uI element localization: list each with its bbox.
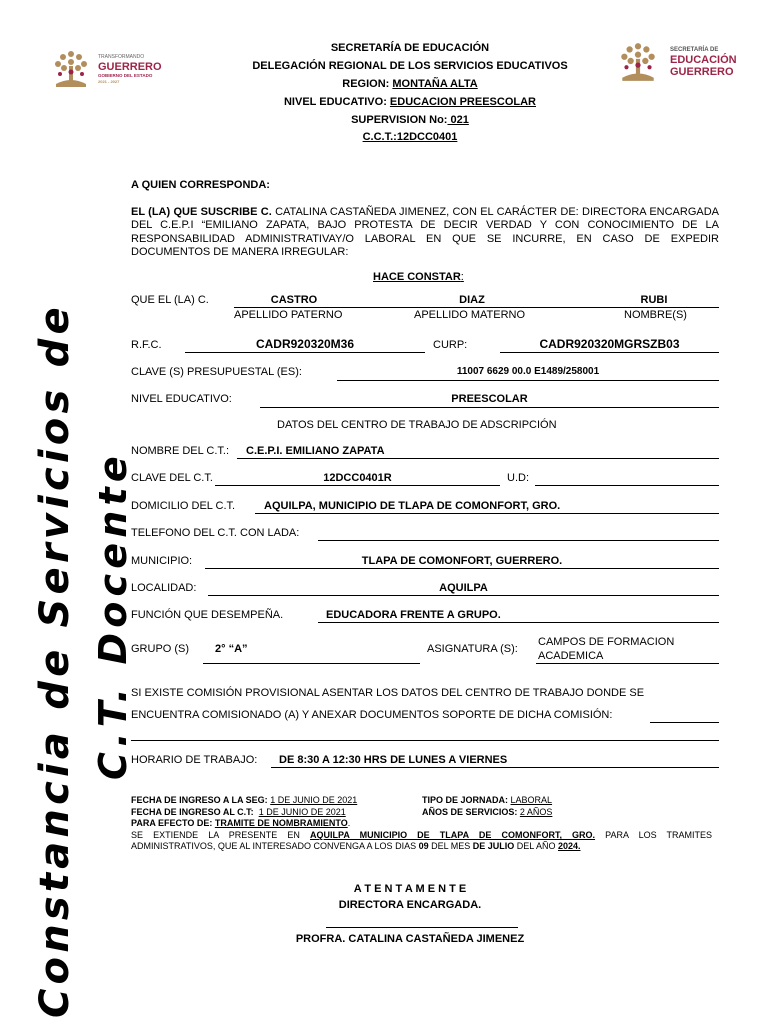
clave-presupuestal-value: 11007 6629 00.0 E1489/258001: [456, 366, 600, 377]
localidad-value: AQUILPA: [439, 582, 488, 594]
extiende-text1: SE EXTIENDE LA PRESENTE EN: [131, 830, 310, 840]
hace-constar-text: HACE CONSTAR: [373, 271, 461, 283]
logo-left-line4: 2021 - 2027: [98, 79, 120, 84]
extiende-line1: [131, 830, 712, 841]
efecto-label: PARA EFECTO DE:: [131, 818, 213, 828]
atentamente: A T E N T A M E N T E: [353, 883, 467, 895]
supervision-value: 021: [447, 114, 469, 126]
asignatura-underline: [536, 663, 719, 664]
extiende-del-anio: DEL AÑO: [514, 841, 558, 851]
municipio-value: TLAPA DE COMONFORT, GUERRERO.: [361, 555, 563, 567]
nombre-ct-underline: [237, 458, 719, 459]
person-label: QUE EL (LA) C.: [131, 294, 209, 306]
header-nivel: [200, 93, 620, 111]
datos-centro-title: DATOS DEL CENTRO DE TRABAJO DE ADSCRIPCIÓN: [277, 419, 557, 431]
header-region: [200, 75, 620, 93]
extiende-dia: 09: [418, 841, 429, 851]
domicilio-label: DOMICILIO DEL C.T.: [131, 500, 236, 512]
intro-paragraph: [131, 206, 719, 260]
horario-value: DE 8:30 A 12:30 HRS DE LUNES A VIERNES: [279, 754, 508, 766]
municipio-label: MUNICIPIO:: [131, 555, 193, 567]
intro-bold: EL (LA) QUE SUSCRIBE C.: [131, 206, 272, 218]
signature-line: [326, 927, 518, 928]
nivel-educativo-underline: [260, 407, 719, 408]
rfc-label: R.F.C.: [131, 339, 162, 351]
extiende-anio: 2024.: [557, 841, 581, 851]
nombre-ct-label: NOMBRE DEL C.T.:: [131, 445, 229, 457]
header-supervision: [200, 111, 620, 129]
tree-emblem-icon: [50, 48, 92, 90]
nombre-ct-value: C.E.P.I. EMILIANO ZAPATA: [246, 445, 385, 457]
rfc-value: CADR920320M36: [255, 337, 355, 351]
region-value: MONTAÑA ALTA: [392, 78, 478, 90]
nivel-educativo-value: PREESCOLAR: [451, 393, 528, 405]
extiende-text3: ADMINISTRATIVOS, QUE AL INTERESADO CONVENGA A LOS DIAS: [131, 841, 419, 851]
logo-left-line3: GOBIERNO DEL ESTADO: [98, 73, 153, 78]
comision-underline-full: [131, 740, 719, 741]
cct-value: C.C.T.:12DCC0401: [362, 131, 458, 143]
extiende-mes: DE JULIO: [472, 841, 515, 851]
clave-ct-label: CLAVE DEL C.T.: [131, 472, 213, 484]
cargo: DIRECTORA ENCARGADA.: [338, 899, 482, 911]
ud-label: U.D:: [507, 472, 529, 484]
hace-constar-title: [373, 271, 464, 283]
hace-constar-colon: :: [460, 271, 464, 283]
anios-label: AÑOS DE SERVICIOS:: [422, 807, 518, 817]
nivel-value: EDUCACION PREESCOLAR: [389, 96, 536, 108]
extiende-line2: [131, 841, 581, 852]
ud-underline: [535, 485, 719, 486]
extiende-del-mes: DEL MES: [428, 841, 473, 851]
ingreso-seg-label: FECHA DE INGRESO A LA SEG:: [131, 795, 268, 805]
curp-label: CURP:: [433, 339, 468, 351]
person-underline: [234, 307, 719, 308]
funcion-value: EDUCADORA FRENTE A GRUPO.: [326, 609, 501, 621]
logo-right-line1: SECRETARÍA DE: [670, 47, 719, 53]
efecto-row: PARA EFECTO DE: TRAMITE DE NOMBRAMIENTO.: [131, 818, 351, 828]
ingreso-ct-value: 1 DE JUNIO DE 2021: [258, 807, 346, 817]
domicilio-underline: [255, 513, 719, 514]
asignatura-value-line2: ACADEMICA: [538, 650, 604, 662]
funcion-underline: [318, 622, 719, 623]
header-line1: SECRETARÍA DE EDUCACIÓN: [330, 42, 490, 54]
anios-value: 2 AÑOS: [519, 807, 553, 817]
grupo-value: 2° “A”: [215, 643, 248, 655]
apellido-paterno-caption: APELLIDO PATERNO: [234, 309, 343, 321]
header-line2: DELEGACIÓN REGIONAL DE LOS SERVICIOS EDUCATIVOS: [252, 60, 568, 72]
apellido-materno-value: DIAZ: [459, 294, 485, 306]
domicilio-value: AQUILPA, MUNICIPIO DE TLAPA DE COMONFORT, GRO.: [264, 500, 561, 512]
comision-line2: ENCUENTRA COMISIONADO (A) Y ANEXAR DOCUMENTOS SOPORTE DE DICHA COMISIÓN:: [131, 709, 613, 721]
tree-emblem-icon: [616, 40, 660, 84]
curp-value: CADR920320MGRSZB03: [539, 337, 680, 351]
supervision-label: SUPERVISION No:: [351, 114, 448, 126]
nivel-educativo-label: NIVEL EDUCATIVO:: [131, 393, 232, 405]
signatory-name: PROFRA. CATALINA CASTAÑEDA JIMENEZ: [295, 933, 525, 945]
nombre-value: RUBI: [640, 294, 668, 306]
logo-left-line2: GUERRERO: [98, 61, 162, 73]
ingreso-ct-row: [131, 807, 346, 818]
grupo-underline: [203, 663, 420, 664]
anios-row: [422, 807, 552, 818]
logo-left-line1: TRANSFORMANDO: [98, 54, 145, 60]
curp-underline: [500, 352, 719, 353]
intro-text: CATALINA CASTAÑEDA JIMENEZ, CON EL CARÁCTER DE: DIRECTORA ENCARGADA DEL C.E.P.I “EMILIANO ZAPATA, BAJO PROTESTA DE DECIR VERDAD Y CON CONOCIMIENTO DE LA RESPONSABILIDAD ADMINISTRATIVAY/O LABORAL EN QUE SE INCURRE, EN CASO DE EXPEDIR DOCUMENTOS DE MANERA IRREGULAR:: [131, 206, 719, 259]
jornada-label: TIPO DE JORNADA:: [422, 795, 509, 805]
horario-underline: [271, 767, 719, 768]
clave-ct-underline: [215, 485, 500, 486]
asignatura-value-line1: CAMPOS DE FORMACION: [538, 636, 675, 648]
clave-ct-value: 12DCC0401R: [323, 472, 392, 484]
extiende-text2: PARA LOS TRAMITES: [595, 830, 713, 840]
logo-right-line2: EDUCACIÓN: [670, 54, 737, 66]
sidebar-title-line1: Constancia de Servicios de: [32, 303, 78, 1018]
header-cct: [200, 128, 620, 146]
telefono-underline: [318, 540, 719, 541]
nivel-label: NIVEL EDUCATIVO:: [283, 96, 390, 108]
sidebar-title-line2: C.T. Docente: [91, 451, 135, 780]
localidad-label: LOCALIDAD:: [131, 582, 197, 594]
comision-underline-short: [650, 722, 719, 723]
region-label: REGION:: [342, 78, 393, 90]
jornada-value: LABORAL: [510, 795, 553, 805]
clave-presupuestal-label: CLAVE (S) PRESUPUESTAL (ES):: [131, 366, 302, 378]
apellido-materno-caption: APELLIDO MATERNO: [414, 309, 526, 321]
municipio-underline: [205, 568, 719, 569]
localidad-underline: [208, 595, 719, 596]
greeting: A QUIEN CORRESPONDA:: [131, 179, 270, 191]
rfc-underline: [185, 352, 425, 353]
clave-presupuestal-underline: [337, 380, 719, 381]
ingreso-ct-label: FECHA DE INGRESO AL C.T:: [131, 807, 254, 817]
extiende-place: AQUILPA MUNICIPIO DE TLAPA DE COMONFORT, GRO.: [310, 830, 596, 840]
ingreso-seg-value: 1 DE JUNIO DE 2021: [270, 795, 358, 805]
logo-educacion-guerrero: [616, 40, 746, 84]
jornada-row: [422, 795, 552, 806]
nombre-caption: NOMBRE(S): [624, 309, 687, 321]
telefono-label: TELEFONO DEL C.T. CON LADA:: [131, 527, 300, 539]
grupo-label: GRUPO (S): [131, 643, 190, 655]
comision-line1: SI EXISTE COMISIÓN PROVISIONAL ASENTAR LOS DATOS DEL CENTRO DE TRABAJO DONDE SE: [131, 687, 645, 699]
efecto-value: TRAMITE DE NOMBRAMIENTO: [214, 818, 348, 828]
ingreso-seg-row: [131, 795, 357, 806]
logo-right-line3: GUERRERO: [670, 66, 734, 78]
logo-gobierno-guerrero: [50, 48, 170, 90]
asignatura-label: ASIGNATURA (S):: [427, 643, 518, 655]
horario-label: HORARIO DE TRABAJO:: [131, 754, 258, 766]
apellido-paterno-value: CASTRO: [270, 294, 318, 306]
funcion-label: FUNCIÓN QUE DESEMPEÑA.: [131, 609, 284, 621]
